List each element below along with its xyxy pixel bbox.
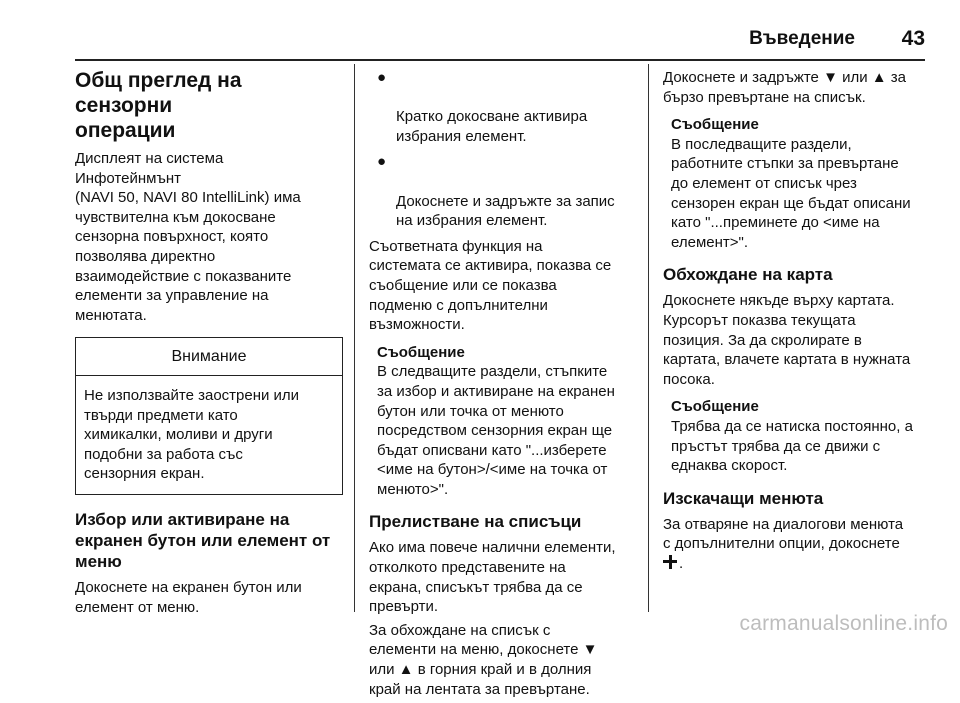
- section-title: Въведение: [749, 28, 855, 49]
- scroll-lists-instructions: За обхождане на списък с елементи на меню, докоснете ▼ или ▲ в горния край и в долния край на лентата за превъртане.: [369, 621, 598, 698]
- header-rule: [75, 59, 925, 61]
- note-body: Трябва да се натиска постоянно, а пръстът трябва да се движи с еднаква скорост.: [671, 417, 913, 475]
- page-header: [75, 25, 925, 61]
- popup-menus-heading: Изскачащи менюта: [663, 488, 824, 508]
- note-title: Съобщение: [671, 116, 759, 134]
- map-scroll-heading: Обхождане на карта: [663, 265, 833, 285]
- note-box: [663, 115, 928, 252]
- popup-menus-text: За отваряне на диалогови менюта с допълнителни опции, докоснете: [663, 515, 904, 553]
- watermark: carmanualsonline.info: [739, 612, 948, 635]
- bullet-text-short-tap: Кратко докосване активира избрания елемент.: [396, 108, 588, 145]
- list-item: [369, 152, 635, 230]
- note-box: [663, 397, 928, 475]
- note-body: В последващите раздели, работните стъпки за превъртане до елемент от списък чрез сензорен екран ще бъдат описани като "...преминете до <име на елемент>".: [671, 135, 911, 251]
- function-paragraph: Съответната функция на системата се активира, показва се съобщение или се показва подменю с допълнителни възможности.: [369, 237, 612, 334]
- note-title: Съобщение: [377, 343, 465, 361]
- bullet-icon: ●: [377, 153, 387, 171]
- bullet-icon: ●: [377, 69, 387, 86]
- page-number: 43: [901, 27, 925, 50]
- map-scroll-paragraph: Докоснете някъде върху картата. Курсорът показва текущата позиция. За да скролирате в картата, влачете картата в нужната посока.: [663, 292, 911, 388]
- scroll-lists-heading: Прелистване на списъци: [369, 512, 582, 532]
- column-3: [663, 68, 928, 577]
- caution-box: [75, 337, 343, 495]
- touch-operations-heading: Общ преглед на сензорни операции: [75, 69, 242, 142]
- note-body: В следващите раздели, стъпките за избор и активиране на екранен бутон или точка от менюто посредством сензорния екран ще бъдат описвани като "...изберете <име на бутон>/<име на точка от менюто>".: [377, 363, 615, 498]
- caution-body: Не използвайте заострени или твърди предмети като химикалки, моливи и други подобни за работа със сензорния екран.: [84, 386, 300, 483]
- plus-icon: [663, 555, 677, 569]
- bullet-text-long-press: Докоснете и задръжте за запис на избрания елемент.: [396, 192, 615, 230]
- touch-intro-paragraph: Дисплеят на система Инфотейнмънт (NAVI 50, NAVI 80 IntelliLink) има чувствителна към докосване сензорна повърхност, която позволява директно взаимодействие с показваните елементи за управление на менютата.: [75, 150, 301, 324]
- note-box: [369, 343, 635, 500]
- caution-title: Внимание: [76, 338, 342, 376]
- list-item: [369, 68, 635, 146]
- select-activate-heading: Избор или активиране на екранен бутон или елемент от меню: [75, 509, 331, 571]
- column-2: [369, 68, 635, 703]
- popup-menus-paragraph: [663, 515, 928, 574]
- scroll-lists-paragraph: Ако има повече налични елементи, отколкото представените на екрана, списъкът трябва да се превърти.: [369, 539, 616, 616]
- note-title: Съобщение: [671, 398, 759, 416]
- select-activate-paragraph: Докоснете на екранен бутон или елемент от меню.: [75, 578, 302, 616]
- column-divider-2: [648, 64, 649, 612]
- popup-menus-end: .: [679, 554, 684, 572]
- column-divider-1: [354, 64, 355, 612]
- fast-scroll-paragraph: Докоснете и задръжте ▼ или ▲ за бързо превъртане на списък.: [663, 69, 906, 106]
- column-1: [75, 68, 343, 621]
